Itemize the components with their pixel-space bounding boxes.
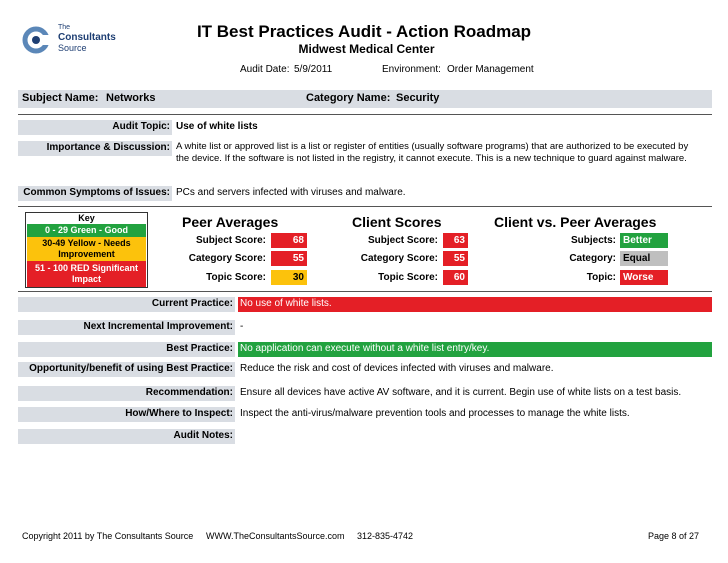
subject-value: Networks <box>106 92 156 104</box>
best-practice-value: No application can execute without a white list entry/key. <box>238 342 712 357</box>
peer-subject-label: Subject Score: <box>195 235 266 246</box>
opportunity-value: Reduce the risk and cost of devices infected with viruses and malware. <box>240 363 554 374</box>
footer-copyright: Copyright 2011 by The Consultants Source <box>22 531 194 541</box>
importance-value: A white list or approved list is a list or register of entities (usually software programs) that are authorized to be executed by the device. If the software is not listed in the registry, it cannot execute. This is a new technique to guard against malware. <box>176 141 689 164</box>
divider <box>18 291 712 292</box>
footer-phone: 312-835-4742 <box>357 531 414 541</box>
peer-topic-score: 30 <box>271 270 307 285</box>
key-title: Key <box>27 213 146 224</box>
audit-notes-label: Audit Notes: <box>173 430 233 441</box>
versus-category-value: Equal <box>620 251 668 266</box>
client-topic-score: 60 <box>443 270 468 285</box>
audit-topic-value: Use of white lists <box>176 121 258 132</box>
page-title: IT Best Practices Audit - Action Roadmap <box>196 22 532 41</box>
opportunity-label: Opportunity/benefit of using Best Practice: <box>29 363 233 374</box>
inspect-value: Inspect the anti-virus/malware prevention tools and processes to manage the white lists. <box>240 408 630 419</box>
environment-label: Environment: <box>382 64 441 75</box>
subject-label: Subject Name: <box>22 92 99 104</box>
logo-text-source: Source <box>58 43 87 53</box>
logo-text-consultants: Consultants <box>58 32 116 43</box>
versus-topic-value: Worse <box>620 270 668 285</box>
recommendation-value: Ensure all devices have active AV software, and it is current. Begin use of white lists on a test basis. <box>240 387 682 398</box>
peer-category-label: Category Score: <box>188 253 266 264</box>
next-improvement-label: Next Incremental Improvement: <box>83 321 233 332</box>
page-subtitle: Midwest Medical Center <box>298 42 435 56</box>
audit-topic-label: Audit Topic: <box>112 121 170 132</box>
recommendation-label: Recommendation: <box>145 387 233 398</box>
environment-value: Order Management <box>447 64 534 75</box>
client-vs-peer-title: Client vs. Peer Averages <box>494 214 657 230</box>
peer-subject-score: 68 <box>271 233 307 248</box>
client-category-score: 55 <box>443 251 468 266</box>
symptoms-label: Common Symptoms of Issues: <box>23 187 170 198</box>
client-scores-title: Client Scores <box>352 214 442 230</box>
divider <box>18 206 712 207</box>
key-yellow: 30-49 Yellow - Needs Improvement <box>27 237 146 261</box>
client-category-label: Category Score: <box>360 253 438 264</box>
peer-averages-title: Peer Averages <box>182 214 279 230</box>
versus-subjects-label: Subjects: <box>570 235 616 246</box>
category-value: Security <box>396 92 440 104</box>
client-subject-score: 63 <box>443 233 468 248</box>
best-practice-label: Best Practice: <box>166 343 233 354</box>
next-improvement-value: - <box>240 321 244 332</box>
client-topic-label: Topic Score: <box>378 272 438 283</box>
importance-label: Importance & Discussion: <box>46 142 170 153</box>
logo-text-the: The <box>58 24 71 31</box>
footer-website[interactable]: WWW.TheConsultantsSource.com <box>206 531 345 541</box>
versus-topic-label: Topic: <box>586 272 616 283</box>
versus-subjects-value: Better <box>620 233 668 248</box>
audit-date: 5/9/2011 <box>294 64 333 75</box>
client-subject-label: Subject Score: <box>367 235 438 246</box>
current-practice-label: Current Practice: <box>151 298 233 309</box>
page-number: Page 8 of 27 <box>648 531 700 541</box>
peer-topic-label: Topic Score: <box>206 272 266 283</box>
audit-date-label: Audit Date: <box>240 64 290 75</box>
key-green: 0 - 29 Green - Good <box>27 224 146 237</box>
category-label: Category Name: <box>306 92 391 104</box>
key-red: 51 - 100 RED Significant Impact <box>27 261 146 287</box>
peer-category-score: 55 <box>271 251 307 266</box>
divider <box>18 114 712 115</box>
versus-category-label: Category: <box>569 253 616 264</box>
current-practice-value: No use of white lists. <box>238 297 712 312</box>
symptoms-value: PCs and servers infected with viruses and malware. <box>176 187 406 198</box>
inspect-label: How/Where to Inspect: <box>125 408 233 419</box>
